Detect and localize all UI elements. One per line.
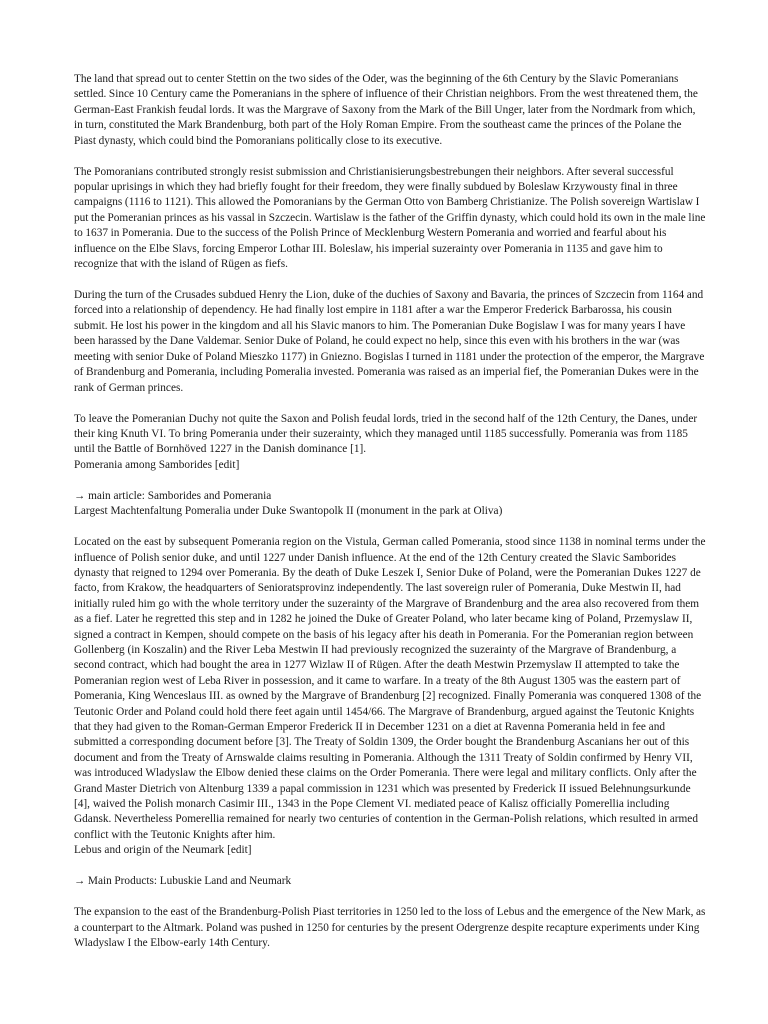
section-heading-samborides[interactable]: Pomerania among Samborides [edit] (74, 458, 240, 471)
section-heading-lebus[interactable]: Lebus and origin of the Neumark [edit] (74, 844, 252, 857)
section-pomerania-history (74, 535, 706, 859)
image-caption-swantopolk: Largest Machtenfaltung Pomeralia under Duke Swantopolk II (monument in the park at Oliva) (74, 505, 503, 518)
main-article-link-lubuskie[interactable]: → Main Products: Lubuskie Land and Neumark (74, 875, 292, 888)
paragraph-pomerania-samborides: Located on the east by subsequent Pomerania region on the Vistula, German called Pomerania, stood since 1138 in nominal terms under the influence of Polish senior duke, and until 1227 under Danish influence. At the end of the 12th Century created the Slavic Samborides dynasty that reigned to 1294 over Pomerania. By the death of Duke Leszek I, Senior Duke of Poland, were the Pomeranian Dukes 1227 de facto, from Krakow, the headquarters of Senioratsprovinz independently. The last sovereign ruler of Pomerania, Duke Mestwin II, had initially ruled him go with the whole territory under the suzerainty of the Margrave of Brandenburg and the area also recovered from them as a fief. Later he regretted this step and in 1282 he joined the Duke of Greater Poland, who later became king of Poland, Przemyslaw II, signed a contract in Kempen, should compete on the basis of his legacy after his death in Pomerania. For the Pomeranian region between Gollenberg (in Koszalin) and the River Leba Mestwin II had previously recognized the suzerainty of the Margrave of Brandenburg, a second contract, which had bought the area in 1277 Wizlaw II of Rügen. After the death Mestwin Przemyslaw II attempted to take the Pomeranian region west of Leba River in possession, and it came to warfare. In a treaty of the 8th August 1305 was the eastern part of Pomerania, King Wenceslaus III. as owned by the Margrave of Brandenburg [2] recognized. Finally Pomerania was conquered 1308 of the Teutonic Order and Poland could hold there feet again until 1454/66. The Margrave of Brandenburg, argued against the Teutonic Knights that they had given to the Roman-German Emperor Frederick II in December 1231 on a diet at Ravenna Pomerania held in fee and submitted a corresponding document before [3]. The Treaty of Soldin 1309, the Order bought the Brandenburg Ascanians her out of this document and from the Treaty of Arnswalde claims resulting in Pomerania. Although the 1311 Treaty of Soldin confirmed by Henry VII, was introduced Wladyslaw the Elbow denied these claims on the Order Pomerania. There were legal and military conflicts. Only after the Grand Master Dietrich von Altenburg 1339 a papal commission in 1231 which was presented by Frederick II issued Belehnungsurkunde [4], waived the Polish monarch Casimir III., 1343 in the Pope Clement VI. mediated peace of Kalisz officially Pomerellia including Gdansk. Nevertheless Pomerellia remained for nearly two centuries of contention in the German-Polish relations, which resulted in armed conflict with the Teutonic Knights after him. (74, 536, 706, 841)
main-article-link-samborides[interactable]: → main article: Samborides and Pomerania (74, 489, 272, 502)
section-main-article-samborides (74, 489, 706, 520)
section-danish-dominance (74, 412, 706, 474)
paragraph-pomoranian-resistance: The Pomoranians contributed strongly resist submission and Christianisierungsbestrebungen their neighbors. After several successful popular uprisings in which they had briefly fought for their freedom, they were finally subdued by Boleslaw Krzywousty final in three campaigns (1116 to 1121). This allowed the Pomoranians by the German Otto von Bamberg Christianize. The Polish sovereign Wartislaw I put the Pomeranian princes as his vassal in Szczecin. Wartislaw is the father of the Griffin dynasty, which could hold its own in the male line to 1637 in Pomerania. Due to the success of the Polish Prince of Mecklenburg Western Pomerania and worried and fearful about his influence on the Elbe Slavs, forcing Emperor Lothar III. Boleslaw, his imperial suzerainty over Pomerania in 1135 and gave him to recognize that with the island of Rügen as fiefs. (74, 165, 706, 271)
paragraph-danish-dominance: To leave the Pomeranian Duchy not quite the Saxon and Polish feudal lords, tried in the second half of the 12th Century, the Danes, under their king Knuth VI. To bring Pomerania under their suzerainty, which they managed until 1185 successfully. Pomerania was from 1185 until the Battle of Bornhöved 1227 in the Danish dominance [1]. (74, 412, 698, 456)
paragraph-neumark-expansion: The expansion to the east of the Brandenburg-Polish Piast territories in 1250 led to the loss of Lebus and the emergence of the New Mark, as a counterpart to the Altmark. Poland was pushed in 1250 for centuries by the present Odergrenze despite recapture experiments under King Wladyslaw I the Elbow-early 14th Century. (74, 906, 706, 950)
paragraph-slavic-settlement: The land that spread out to center Stettin on the two sides of the Oder, was the beginning of the 6th Century by the Slavic Pomeranians settled. Since 10 Century came the Pomeranians in the sphere of influence of their Christian neighbors. From the west threatened them, the German-East Frankish feudal lords. It was the Margrave of Saxony from the Mark of the Bill Unger, later from the Nordmark from which, in turn, constituted the Mark Brandenburg, both part of the Holy Roman Empire. From the southeast came the princes of the Polane the Piast dynasty, which could bind the Pomoranians politically close to its executive. (74, 73, 698, 147)
paragraph-henry-the-lion: During the turn of the Crusades subdued Henry the Lion, duke of the duchies of Saxony and Bavaria, the princes of Szczecin from 1164 and forced into a relationship of dependency. He had finally lost empire in 1181 after a war the Emperor Frederick Barbarossa, his cousin submit. He lost his power in the kingdom and all his Slavic manors to him. The Pomeranian Duke Bogislaw I was for many years I have been harassed by the Dane Valdemar. Senior Duke of Poland, he could expect no help, since this even with his brothers in the war (was meeting with senior Duke of Poland Mieszko 1177) in Gniezno. Bogislas I turned in 1181 under the protection of the emperor, the Margrave of Brandenburg and Pomerania, including Pomeralia invested. Pomerania was raised as an imperial fief, the Pomeranian Dukes were in the rank of German princes. (74, 289, 705, 394)
document-page (74, 72, 706, 951)
